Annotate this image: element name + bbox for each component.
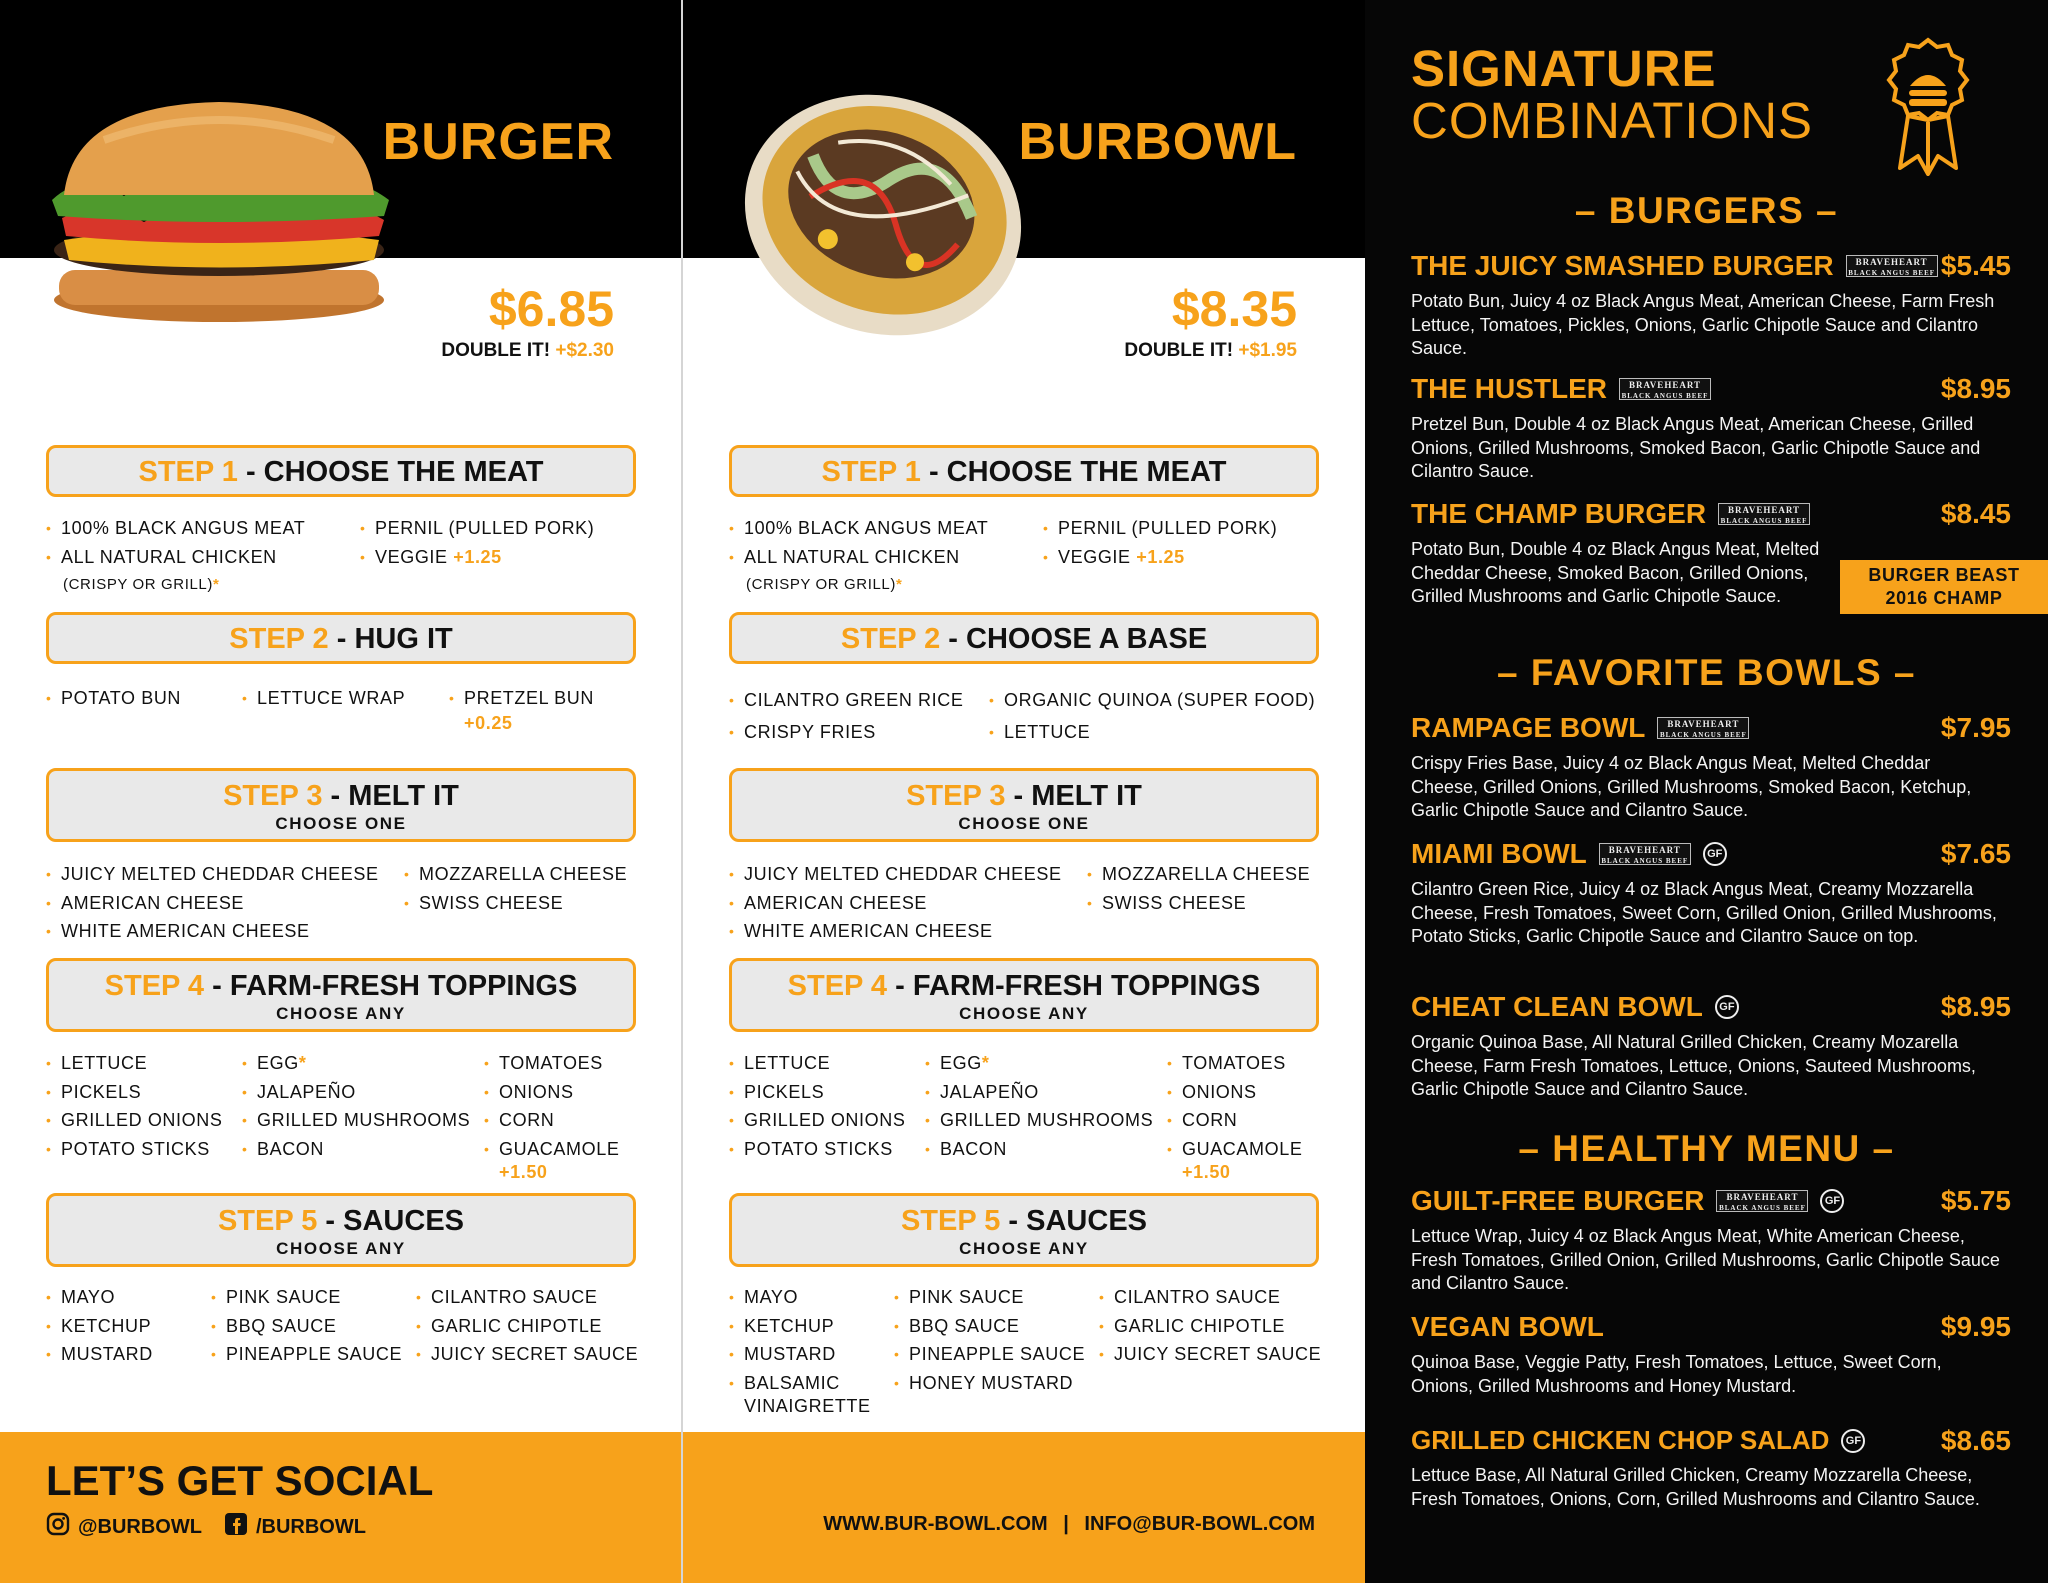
contact-footer	[683, 1432, 1365, 1583]
base-options-col1	[729, 684, 963, 748]
gluten-free-icon: GF	[1715, 995, 1739, 1019]
step-4-header	[729, 958, 1319, 1032]
option-item: • AMERICAN CHEESE	[46, 889, 379, 918]
step-subtitle: CHOOSE ANY	[276, 1004, 406, 1024]
step-subtitle: CHOOSE ONE	[958, 814, 1090, 834]
signature-panel	[1365, 0, 2048, 1583]
burbowl-panel	[683, 0, 1365, 1583]
double-price: +$1.95	[1238, 340, 1297, 361]
option-item: • PINEAPPLE SAUCE	[211, 1340, 402, 1369]
burger-double-it	[441, 340, 614, 362]
step-title: - CHOOSE THE MEAT	[920, 456, 1227, 488]
option-item: • CILANTRO GREEN RICE	[729, 684, 963, 716]
option-item: • CORN	[1167, 1106, 1302, 1135]
option-item: • POTATO BUN	[46, 684, 181, 713]
logo-text: BRAVEHEART	[1855, 257, 1928, 267]
logo-text: BRAVEHEART	[1728, 505, 1801, 515]
option-item: • CILANTRO SAUCE	[416, 1283, 638, 1312]
option-label: VEGGIE	[1058, 546, 1131, 567]
item-name: THE CHAMP BURGER	[1411, 498, 1707, 529]
option-item: • ONIONS	[1167, 1078, 1302, 1107]
website-link[interactable]: WWW.BUR-BOWL.COM	[823, 1513, 1048, 1535]
burger-image	[44, 100, 394, 335]
item-price: $8.45	[1940, 498, 2011, 529]
logo-text: BRAVEHEART	[1726, 1192, 1799, 1202]
upcharge: +1.50	[499, 1162, 548, 1182]
option-item: • 100% BLACK ANGUS MEAT	[729, 514, 988, 543]
step-number: STEP 1	[138, 456, 238, 488]
burger-panel	[0, 0, 682, 1583]
step-5-header	[729, 1193, 1319, 1267]
signature-item	[1411, 1425, 2011, 1511]
burger-price: $6.85	[488, 281, 614, 337]
option-item: • PICKELS	[46, 1078, 222, 1107]
step-subtitle: CHOOSE ANY	[959, 1004, 1089, 1024]
option-item: • GRILLED MUSHROOMS	[925, 1106, 1153, 1135]
step-number: STEP 3	[223, 780, 323, 812]
gluten-free-icon: GF	[1841, 1429, 1865, 1453]
option-item: • TOMATOES	[1167, 1049, 1302, 1078]
separator: |	[1063, 1513, 1069, 1535]
step-1-header	[729, 445, 1319, 497]
option-item: • CORN	[484, 1106, 619, 1135]
item-price: $5.75	[1940, 1185, 2011, 1216]
option-item: • LETTUCE	[729, 1049, 905, 1078]
option-item: • ALL NATURAL CHICKEN	[46, 543, 305, 572]
option-item: • EGG*	[242, 1049, 470, 1078]
section-healthy-menu: – HEALTHY MENU –	[1518, 1128, 1895, 1169]
option-item: • PICKELS	[729, 1078, 905, 1107]
upcharge: +1.25	[1136, 546, 1185, 567]
option-item: • SWISS CHEESE	[1087, 889, 1310, 918]
step-number: STEP 5	[900, 1205, 1001, 1237]
option-label: VEGGIE	[375, 546, 448, 567]
step-title: - SAUCES	[1000, 1205, 1148, 1237]
option-item: • MUSTARD	[729, 1340, 871, 1369]
step-title: - MELT IT	[1005, 780, 1142, 812]
signature-item	[1411, 838, 2011, 949]
sauce-options-col1	[46, 1283, 153, 1369]
signature-title: SIGNATURE	[1411, 40, 1717, 97]
option-item: • GUACAMOLE	[484, 1135, 619, 1164]
burger-title: BURGER	[382, 113, 614, 171]
step-number: STEP 5	[217, 1205, 318, 1237]
braveheart-logo	[1619, 378, 1711, 400]
braveheart-logo	[1599, 843, 1691, 865]
social-footer	[0, 1432, 682, 1583]
instagram-icon	[46, 1512, 70, 1542]
item-price: $8.95	[1940, 991, 2011, 1022]
social-links	[46, 1512, 366, 1542]
logo-subtext: BLACK ANGUS BEEF	[1621, 392, 1709, 400]
logo-subtext: BLACK ANGUS BEEF	[1848, 269, 1936, 277]
topping-options-col1	[46, 1049, 222, 1163]
champ-badge	[1840, 560, 2048, 614]
topping-options-col2	[925, 1049, 1153, 1163]
option-item	[1043, 543, 1277, 572]
step-title: - HUG IT	[328, 623, 453, 655]
step-title: - MELT IT	[322, 780, 459, 812]
braveheart-logo	[1846, 255, 1938, 277]
gluten-free-icon: GF	[1703, 842, 1727, 866]
sauce-options-col2	[894, 1283, 1085, 1397]
signature-item	[1411, 712, 2011, 823]
signature-item	[1411, 1311, 2011, 1398]
social-title: LET’S GET SOCIAL	[46, 1457, 434, 1504]
step-3-header	[729, 768, 1319, 842]
double-label: DOUBLE IT!	[1124, 340, 1234, 361]
topping-options-col1	[729, 1049, 905, 1163]
item-price: $9.95	[1940, 1311, 2011, 1342]
item-description: Lettuce Base, All Natural Grilled Chicken, Creamy Mozzarella Cheese, Fresh Tomatoes, Onions, Corn, Grilled Mushrooms and Cilantro Sauce.	[1411, 1465, 1980, 1509]
option-note: (CRISPY OR GRILL)	[63, 576, 213, 593]
cheese-options-col2	[404, 860, 627, 917]
item-name: THE JUICY SMASHED BURGER	[1411, 250, 1834, 281]
option-item: • GARLIC CHIPOTLE	[416, 1312, 638, 1341]
step-subtitle: CHOOSE ANY	[959, 1239, 1089, 1259]
option-item: • ALL NATURAL CHICKEN	[729, 543, 988, 572]
burbowl-title: BURBOWL	[1018, 113, 1297, 171]
option-item: • BALSAMIC	[729, 1369, 871, 1398]
logo-text: BRAVEHEART	[1608, 845, 1681, 855]
item-name: GRILLED CHICKEN CHOP SALAD	[1411, 1425, 1830, 1455]
meat-options-col2	[1043, 514, 1277, 571]
facebook-handle[interactable]: /BURBOWL	[255, 1515, 366, 1538]
signature-item	[1411, 991, 2011, 1102]
logo-subtext: BLACK ANGUS BEEF	[1659, 731, 1747, 739]
step-title: - CHOOSE A BASE	[940, 623, 1208, 655]
step-title: - CHOOSE THE MEAT	[237, 456, 544, 488]
option-item: • PINK SAUCE	[211, 1283, 402, 1312]
option-item: • PRETZEL BUN	[449, 684, 594, 713]
option-item: • SWISS CHEESE	[404, 889, 627, 918]
upcharge: +1.50	[1182, 1162, 1231, 1182]
item-price: $7.95	[1940, 712, 2011, 743]
cheese-options-col2	[1087, 860, 1310, 917]
step-subtitle: CHOOSE ONE	[275, 814, 407, 834]
logo-subtext: BLACK ANGUS BEEF	[1601, 857, 1689, 865]
cheese-options-col1	[46, 860, 379, 946]
option-item: • 100% BLACK ANGUS MEAT	[46, 514, 305, 543]
option-item: • PERNIL (PULLED PORK)	[1043, 514, 1277, 543]
meat-options-col2	[360, 514, 594, 571]
section-favorite-bowls: – FAVORITE BOWLS –	[1497, 652, 1916, 693]
option-item: • LETTUCE	[46, 1049, 222, 1078]
option-item: • KETCHUP	[46, 1312, 153, 1341]
logo-subtext: BLACK ANGUS BEEF	[1719, 1204, 1806, 1212]
step-title: - FARM-FRESH TOPPINGS	[204, 970, 578, 1002]
option-item: • AMERICAN CHEESE	[729, 889, 1062, 918]
signature-item	[1411, 1185, 2011, 1296]
step-1-header	[46, 445, 636, 497]
option-item: • MOZZARELLA CHEESE	[404, 860, 627, 889]
option-label: EGG	[940, 1053, 982, 1073]
email-link[interactable]: INFO@BUR-BOWL.COM	[1084, 1513, 1315, 1535]
option-item: • GUACAMOLE	[1167, 1135, 1302, 1164]
option-item: • GRILLED MUSHROOMS	[242, 1106, 470, 1135]
item-name: CHEAT CLEAN BOWL	[1411, 991, 1703, 1022]
instagram-handle[interactable]: @BURBOWL	[78, 1515, 202, 1538]
upcharge: +0.25	[464, 712, 513, 733]
braveheart-logo	[1716, 1190, 1808, 1212]
item-description: Potato Bun, Juicy 4 oz Black Angus Meat, American Cheese, Farm Fresh Lettuce, Tomatoes, Pickles, Onions, Garlic Chipotle Sauce and Cilantro Sauce.	[1411, 291, 1995, 358]
step-3-header	[46, 768, 636, 842]
cheese-options-col1	[729, 860, 1062, 946]
option-item	[360, 543, 594, 572]
burbowl-double-it	[1124, 340, 1297, 362]
signature-item	[1411, 250, 2011, 361]
option-item: • WHITE AMERICAN CHEESE	[46, 917, 379, 946]
option-item: • PERNIL (PULLED PORK)	[360, 514, 594, 543]
option-item: • GARLIC CHIPOTLE	[1099, 1312, 1321, 1341]
option-item: • PINK SAUCE	[894, 1283, 1085, 1312]
step-subtitle: CHOOSE ANY	[276, 1239, 406, 1259]
item-description: Quinoa Base, Veggie Patty, Fresh Tomatoes, Lettuce, Sweet Corn, Onions, Grilled Mushrooms and Honey Mustard.	[1411, 1352, 1942, 1396]
option-item: • JUICY MELTED CHEDDAR CHEESE	[46, 860, 379, 889]
option-note: (CRISPY OR GRILL)	[746, 576, 896, 593]
bun-options-col2	[242, 684, 405, 713]
option-item: • KETCHUP	[729, 1312, 871, 1341]
sauce-options-col3	[1099, 1283, 1321, 1369]
step-number: STEP 3	[906, 780, 1006, 812]
item-price: $7.65	[1940, 838, 2011, 869]
topping-options-col2	[242, 1049, 470, 1163]
award-ribbon-icon	[1878, 36, 1978, 181]
item-description: Lettuce Wrap, Juicy 4 oz Black Angus Meat, White American Cheese, Fresh Tomatoes, Grilled Onion, Grilled Mushrooms, Garlic Chipotle Sauce and Cilantro Sauce.	[1411, 1226, 2000, 1293]
step-2-header	[729, 612, 1319, 664]
item-price: $8.65	[1940, 1425, 2011, 1456]
option-item: • GRILLED ONIONS	[729, 1106, 905, 1135]
item-name: MIAMI BOWL	[1411, 838, 1587, 869]
option-item: • GRILLED ONIONS	[46, 1106, 222, 1135]
sauce-options-col1	[729, 1283, 871, 1415]
option-item: • EGG*	[925, 1049, 1153, 1078]
braveheart-logo	[1718, 503, 1810, 525]
item-name: VEGAN BOWL	[1411, 1311, 1604, 1342]
option-item: • WHITE AMERICAN CHEESE	[729, 917, 1062, 946]
step-2-header	[46, 612, 636, 664]
option-item: • POTATO STICKS	[46, 1135, 222, 1164]
meat-options-col1: • 100% BLACK ANGUS MEAT • ALL NATURAL CHICKEN (CRISPY OR GRILL)*	[729, 514, 988, 600]
item-description: Potato Bun, Double 4 oz Black Angus Meat, Melted Cheddar Cheese, Smoked Bacon, Grilled Onions, Grilled Mushrooms and Garlic Chipotle Sauce.	[1411, 539, 1820, 606]
option-item: • HONEY MUSTARD	[894, 1369, 1085, 1398]
burbowl-price: $8.35	[1171, 281, 1297, 337]
contact-info	[823, 1513, 1315, 1536]
step-4-header	[46, 958, 636, 1032]
bowl-image	[728, 70, 1038, 365]
option-item: • JUICY SECRET SAUCE	[1099, 1340, 1321, 1369]
item-price: $5.45	[1940, 250, 2011, 281]
option-item: • POTATO STICKS	[729, 1135, 905, 1164]
section-burgers: – BURGERS –	[1574, 190, 1839, 231]
step-title: - FARM-FRESH TOPPINGS	[887, 970, 1261, 1002]
step-number: STEP 1	[821, 456, 921, 488]
option-item: • JUICY MELTED CHEDDAR CHEESE	[729, 860, 1062, 889]
step-title: - SAUCES	[317, 1205, 465, 1237]
option-item: • CRISPY FRIES	[729, 716, 963, 748]
sauce-options-col3	[416, 1283, 638, 1369]
item-description: Pretzel Bun, Double 4 oz Black Angus Meat, American Cheese, Grilled Onions, Grilled Mushrooms, Smoked Bacon, Garlic Chipotle Sauce and Cilantro Sauce.	[1411, 414, 1981, 481]
item-description: Crispy Fries Base, Juicy 4 oz Black Angus Meat, Melted Cheddar Cheese, Grilled Onions, Grilled Mushrooms, Smoked Bacon, Ketchup, Garlic Chipotle Sauce and Cilantro Sauce.	[1411, 753, 1972, 820]
gluten-free-icon: GF	[1820, 1189, 1844, 1213]
sauce-options-col2	[211, 1283, 402, 1369]
base-options-col2	[989, 684, 1315, 748]
signature-item	[1411, 373, 2011, 484]
champ-line-1: BURGER BEAST	[1868, 565, 2020, 585]
meat-options-col1: • 100% BLACK ANGUS MEAT • ALL NATURAL CHICKEN (CRISPY OR GRILL)*	[46, 514, 305, 600]
step-number: STEP 2	[229, 623, 329, 655]
item-price: $8.95	[1940, 373, 2011, 404]
option-item: • ONIONS	[484, 1078, 619, 1107]
item-description: Cilantro Green Rice, Juicy 4 oz Black Angus Meat, Creamy Mozzarella Cheese, Fresh Tomatoes, Sweet Corn, Grilled Onion, Grilled Mushrooms, Potato Sticks, Garlic Chipotle Sauce and Cilantro Sauce on top.	[1411, 879, 1997, 946]
double-price: +$2.30	[555, 340, 614, 361]
upcharge: +1.25	[453, 546, 502, 567]
option-item: • BBQ SAUCE	[894, 1312, 1085, 1341]
option-item: • ORGANIC QUINOA (SUPER FOOD)	[989, 684, 1315, 716]
option-item: • MUSTARD	[46, 1340, 153, 1369]
option-label: EGG	[257, 1053, 299, 1073]
braveheart-logo	[1657, 717, 1749, 739]
option-item: • MAYO	[729, 1283, 871, 1312]
item-description: Organic Quinoa Base, All Natural Grilled Chicken, Creamy Mozarella Cheese, Farm Fresh Tomatoes, Lettuce, Onions, Sauteed Mushrooms, Garlic Chipotle Sauce and Cilantro Sauce.	[1411, 1032, 1976, 1099]
signature-subtitle: COMBINATIONS	[1411, 92, 1814, 149]
option-item: • JALAPEÑO	[925, 1078, 1153, 1107]
logo-text: BRAVEHEART	[1667, 719, 1740, 729]
option-item: • CILANTRO SAUCE	[1099, 1283, 1321, 1312]
option-item: • BACON	[242, 1135, 470, 1164]
step-number: STEP 4	[104, 970, 205, 1002]
logo-text: BRAVEHEART	[1628, 380, 1702, 390]
option-item: • BBQ SAUCE	[211, 1312, 402, 1341]
option-item: • TOMATOES	[484, 1049, 619, 1078]
bun-options-col1	[46, 684, 181, 713]
double-label: DOUBLE IT!	[441, 340, 551, 361]
logo-subtext: BLACK ANGUS BEEF	[1720, 517, 1808, 525]
option-item: • MAYO	[46, 1283, 153, 1312]
option-item: • LETTUCE WRAP	[242, 684, 405, 713]
facebook-icon	[224, 1512, 248, 1542]
item-name: RAMPAGE BOWL	[1411, 712, 1646, 743]
topping-options-col3	[484, 1049, 619, 1181]
option-item: • BACON	[925, 1135, 1153, 1164]
step-5-header	[46, 1193, 636, 1267]
champ-line-2: 2016 CHAMP	[1885, 588, 2003, 608]
option-item: • JALAPEÑO	[242, 1078, 470, 1107]
option-item: • JUICY SECRET SAUCE	[416, 1340, 638, 1369]
step-number: STEP 2	[840, 623, 941, 655]
step-number: STEP 4	[787, 970, 888, 1002]
option-item: • PINEAPPLE SAUCE	[894, 1340, 1085, 1369]
bun-options-col3	[449, 684, 594, 733]
option-item: • MOZZARELLA CHEESE	[1087, 860, 1310, 889]
item-name: GUILT-FREE BURGER	[1411, 1185, 1705, 1216]
option-item: • LETTUCE	[989, 716, 1315, 748]
option-item-continued: VINAIGRETTE	[744, 1396, 871, 1416]
topping-options-col3	[1167, 1049, 1302, 1181]
item-name: THE HUSTLER	[1411, 373, 1607, 404]
